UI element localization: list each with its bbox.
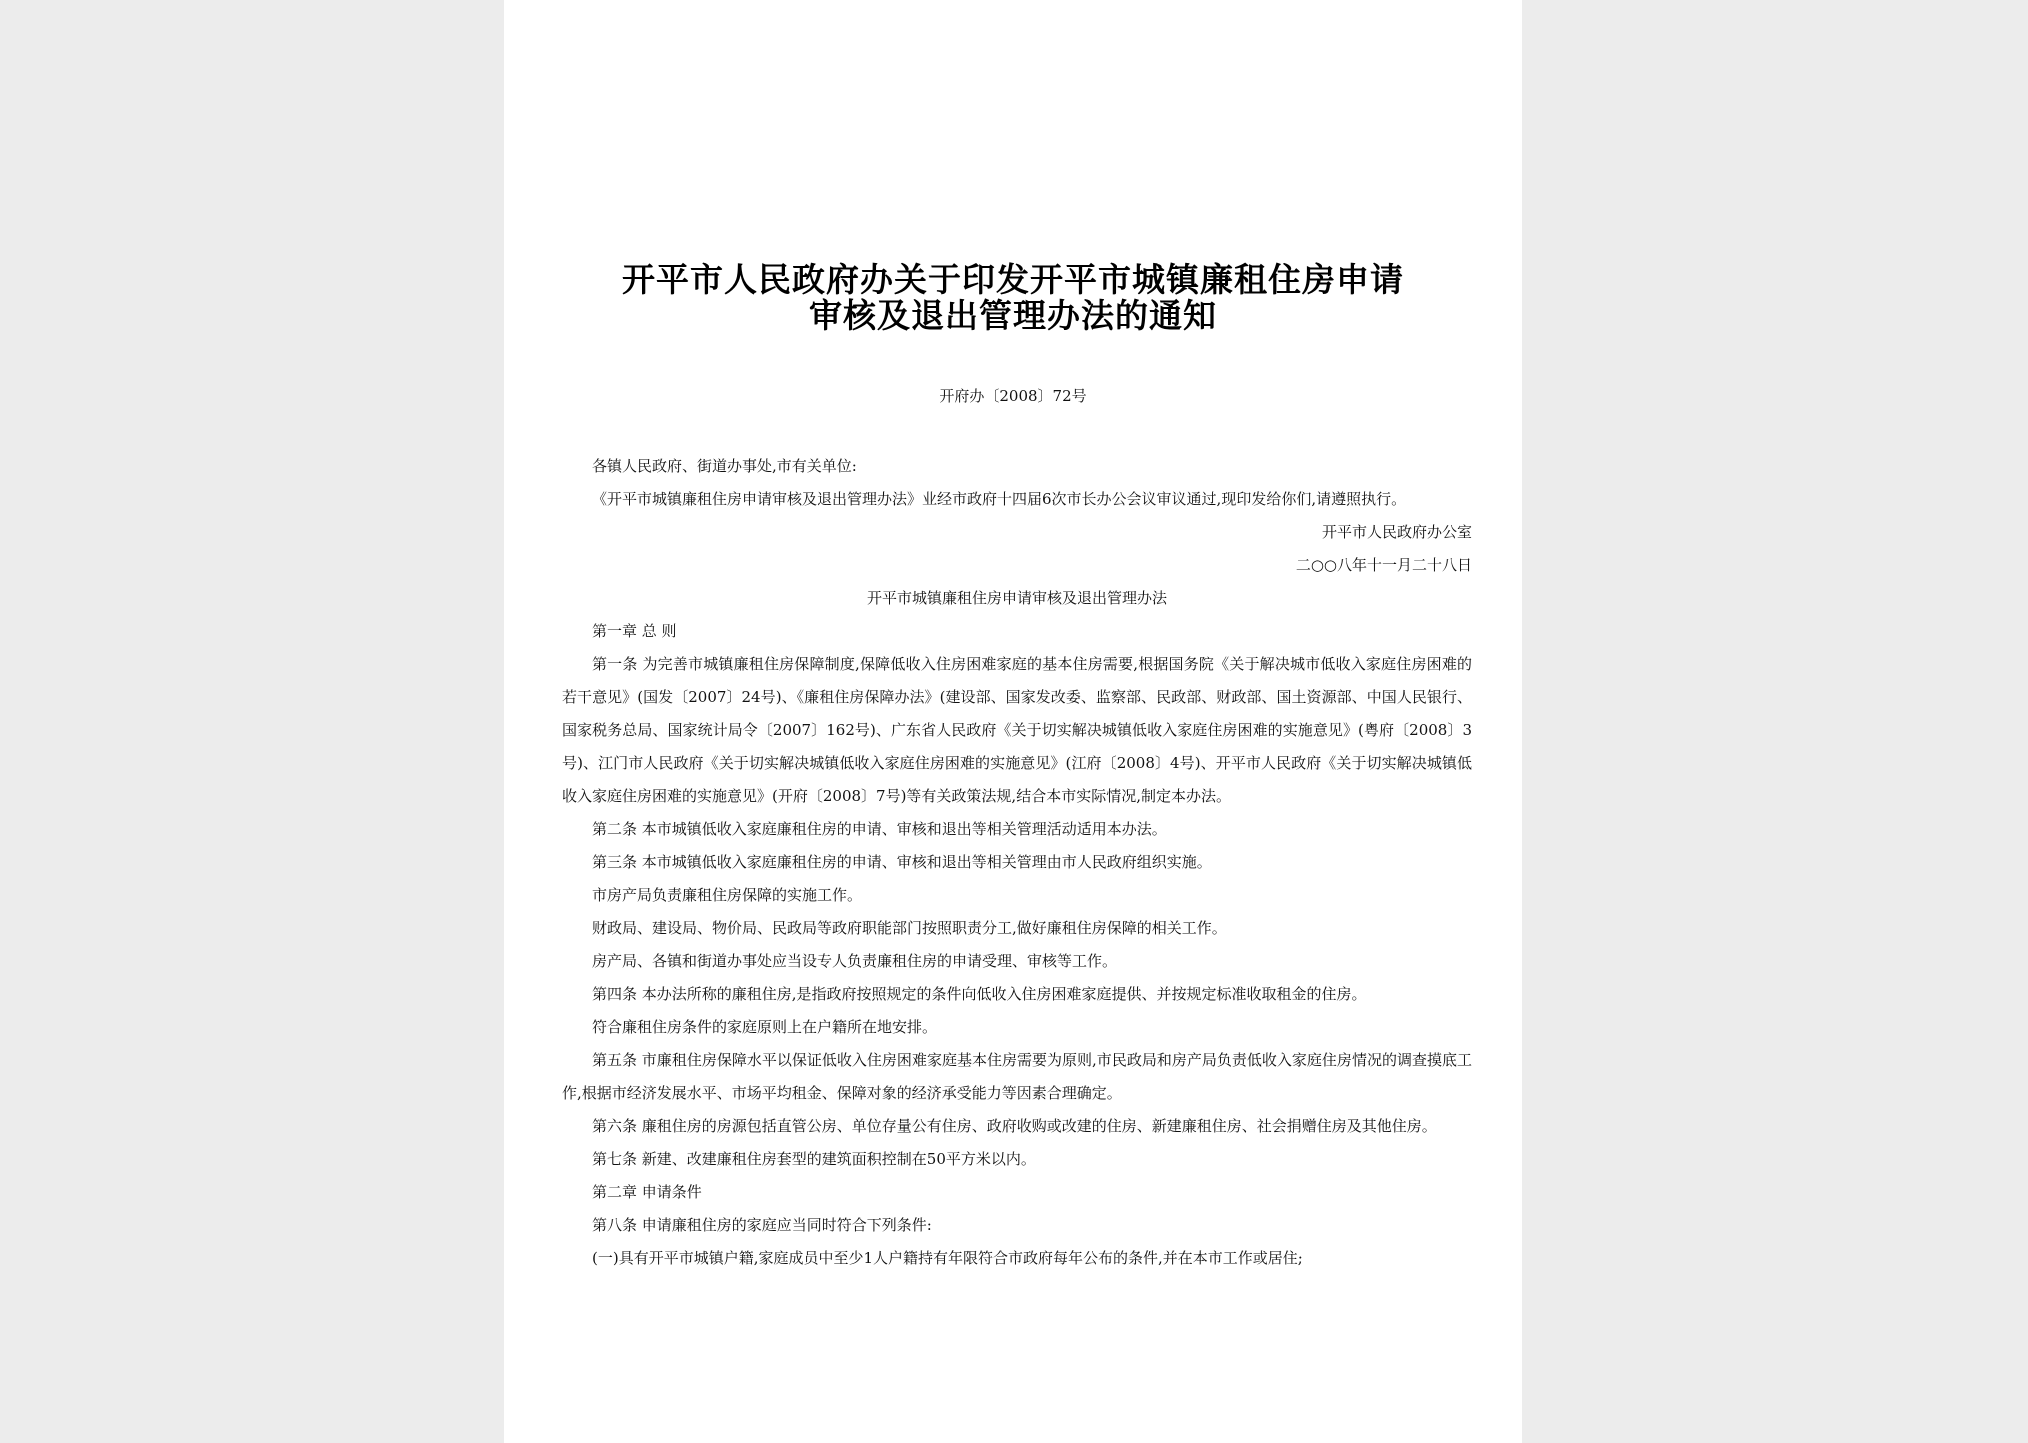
article-paragraph: 市房产局负责廉租住房保障的实施工作。 [592, 886, 863, 904]
document-title [564, 262, 1462, 334]
article-list-item: (一)具有开平市城镇户籍,家庭成员中至少1人户籍持有年限符合市政府每年公布的条件,并在本市工作或居住; [592, 1249, 1303, 1267]
signature: 开平市人民政府办公室 [1321, 523, 1472, 541]
article-paragraph: 第一条 为完善市城镇廉租住房保障制度,保障低收入住房困难家庭的基本住房需要,根据国务院《关于解决城市低收入家庭住房困难的若干意见》(国发〔2007〕24号)、《廉租住房保障办法》(建设部、国家发改委、监察部、民政部、财政部、国土资源部、中国人民银行、国家税务总局、国家统计局令〔2007〕162号)、广东省人民政府《关于切实解决城镇低收入家庭住房困难的实施意见》(粤府〔2008〕3号)、江门市人民政府《关于切实解决城镇低收入家庭住房困难的实施意见》(江府〔2008〕4号)、开平市人民政府《关于切实解决城镇低收入家庭住房困难的实施意见》(开府〔2008〕7号)等有关政策法规,结合本市实际情况,制定本办法。 [562, 655, 1472, 805]
title-line-1: 开平市人民政府办关于印发开平市城镇廉租住房申请 [622, 260, 1404, 299]
article-paragraph: 第八条 申请廉租住房的家庭应当同时符合下列条件: [592, 1216, 932, 1234]
intro-paragraph: 《开平市城镇廉租住房申请审核及退出管理办法》业经市政府十四届6次市长办公会议审议通过,现印发给你们,请遵照执行。 [592, 490, 1407, 508]
measures-title: 开平市城镇廉租住房申请审核及退出管理办法 [866, 589, 1167, 607]
document-page [504, 0, 1522, 1443]
article-paragraph: 符合廉租住房条件的家庭原则上在户籍所在地安排。 [592, 1018, 938, 1036]
article-paragraph: 房产局、各镇和街道办事处应当设专人负责廉租住房的申请受理、审核等工作。 [592, 952, 1118, 970]
article-paragraph: 第三条 本市城镇低收入家庭廉租住房的申请、审核和退出等相关管理由市人民政府组织实施。 [592, 853, 1212, 871]
article-paragraph: 第六条 廉租住房的房源包括直管公房、单位存量公有住房、政府收购或改建的住房、新建廉租住房、社会捐赠住房及其他住房。 [592, 1117, 1437, 1135]
document-number: 开府办〔2008〕72号 [939, 387, 1087, 405]
article-paragraph: 财政局、建设局、物价局、民政局等政府职能部门按照职责分工,做好廉租住房保障的相关工作。 [592, 919, 1227, 937]
article-paragraph: 第二条 本市城镇低收入家庭廉租住房的申请、审核和退出等相关管理活动适用本办法。 [592, 820, 1167, 838]
article-paragraph: 第五条 市廉租住房保障水平以保证低收入住房困难家庭基本住房需要为原则,市民政局和房产局负责低收入家庭住房情况的调查摸底工作,根据市经济发展水平、市场平均租金、保障对象的经济承受能力等因素合理确定。 [562, 1051, 1472, 1102]
article-paragraph: 第四条 本办法所称的廉租住房,是指政府按照规定的条件向低收入住房困难家庭提供、并按规定标准收取租金的住房。 [592, 985, 1367, 1003]
issue-date: 二○○八年十一月二十八日 [1295, 556, 1472, 574]
article-paragraph: 第七条 新建、改建廉租住房套型的建筑面积控制在50平方米以内。 [592, 1150, 1036, 1168]
chapter-heading: 第一章 总 则 [592, 622, 677, 640]
chapter-heading: 第二章 申请条件 [592, 1183, 702, 1201]
salutation: 各镇人民政府、街道办事处,市有关单位: [592, 457, 857, 475]
title-line-2: 审核及退出管理办法的通知 [809, 296, 1217, 335]
document-body [562, 450, 1472, 1275]
